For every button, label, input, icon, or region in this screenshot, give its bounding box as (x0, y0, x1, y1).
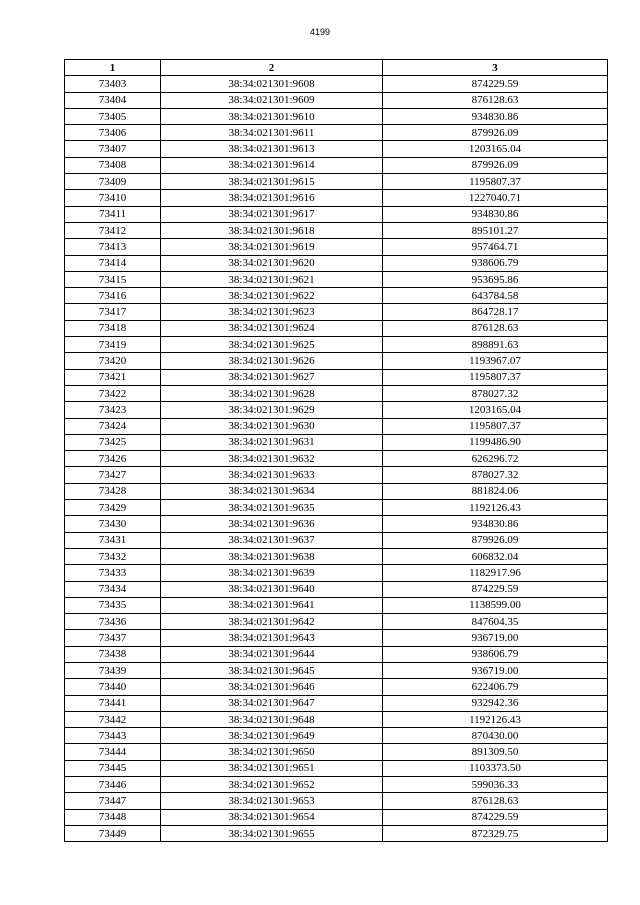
cell-value: 1192126.43 (383, 500, 608, 516)
cell-number: 73426 (65, 451, 161, 467)
table-row (65, 239, 608, 255)
cell-cadastral-number: 38:34:021301:9633 (161, 467, 383, 483)
cell-number: 73433 (65, 565, 161, 581)
cell-cadastral-number: 38:34:021301:9654 (161, 809, 383, 825)
cell-value: 606832.04 (383, 548, 608, 564)
cell-cadastral-number: 38:34:021301:9646 (161, 679, 383, 695)
cell-cadastral-number: 38:34:021301:9638 (161, 548, 383, 564)
cell-value: 936719.00 (383, 630, 608, 646)
cell-cadastral-number: 38:34:021301:9627 (161, 369, 383, 385)
cell-value: 878027.32 (383, 385, 608, 401)
table-row (65, 728, 608, 744)
table-row (65, 646, 608, 662)
cell-value: 876128.63 (383, 320, 608, 336)
cell-cadastral-number: 38:34:021301:9623 (161, 304, 383, 320)
cell-cadastral-number: 38:34:021301:9636 (161, 516, 383, 532)
table-row (65, 793, 608, 809)
cell-cadastral-number: 38:34:021301:9641 (161, 597, 383, 613)
cell-value: 879926.09 (383, 532, 608, 548)
cell-cadastral-number: 38:34:021301:9621 (161, 271, 383, 287)
cell-number: 73406 (65, 125, 161, 141)
cell-value: 878027.32 (383, 467, 608, 483)
page-number: 4199 (309, 27, 331, 37)
table-row (65, 614, 608, 630)
cell-value: 872329.75 (383, 825, 608, 841)
cell-number: 73424 (65, 418, 161, 434)
cell-number: 73439 (65, 662, 161, 678)
column-header-1: 1 (65, 60, 161, 76)
cell-cadastral-number: 38:34:021301:9630 (161, 418, 383, 434)
cell-cadastral-number: 38:34:021301:9613 (161, 141, 383, 157)
cell-cadastral-number: 38:34:021301:9647 (161, 695, 383, 711)
cell-cadastral-number: 38:34:021301:9631 (161, 434, 383, 450)
table-row (65, 500, 608, 516)
table-header-row (65, 60, 608, 76)
cell-value: 874229.59 (383, 76, 608, 92)
table-row (65, 809, 608, 825)
table-row (65, 337, 608, 353)
cell-cadastral-number: 38:34:021301:9639 (161, 565, 383, 581)
cell-number: 73444 (65, 744, 161, 760)
table-row (65, 777, 608, 793)
cell-cadastral-number: 38:34:021301:9653 (161, 793, 383, 809)
cell-number: 73407 (65, 141, 161, 157)
table-row (65, 695, 608, 711)
cell-cadastral-number: 38:34:021301:9616 (161, 190, 383, 206)
cell-cadastral-number: 38:34:021301:9609 (161, 92, 383, 108)
cell-cadastral-number: 38:34:021301:9632 (161, 451, 383, 467)
cell-value: 879926.09 (383, 157, 608, 173)
cell-number: 73427 (65, 467, 161, 483)
table-row (65, 141, 608, 157)
table-row (65, 825, 608, 841)
table-body (65, 76, 608, 842)
table-row (65, 222, 608, 238)
cell-value: 864728.17 (383, 304, 608, 320)
cell-value: 881824.06 (383, 483, 608, 499)
cell-number: 73422 (65, 385, 161, 401)
cell-value: 1192126.43 (383, 711, 608, 727)
cell-value: 895101.27 (383, 222, 608, 238)
table-row (65, 581, 608, 597)
cell-cadastral-number: 38:34:021301:9649 (161, 728, 383, 744)
cell-value: 1195807.37 (383, 369, 608, 385)
cell-value: 1203165.04 (383, 141, 608, 157)
table-row (65, 516, 608, 532)
table-row (65, 174, 608, 190)
cell-number: 73441 (65, 695, 161, 711)
cell-value: 1193967.07 (383, 353, 608, 369)
cell-number: 73436 (65, 614, 161, 630)
cell-cadastral-number: 38:34:021301:9610 (161, 108, 383, 124)
table-row (65, 548, 608, 564)
cell-value: 938606.79 (383, 646, 608, 662)
cell-cadastral-number: 38:34:021301:9642 (161, 614, 383, 630)
registry-table (64, 59, 608, 842)
cell-number: 73403 (65, 76, 161, 92)
cell-number: 73447 (65, 793, 161, 809)
table-row (65, 434, 608, 450)
table-row (65, 402, 608, 418)
cell-value: 1103373.50 (383, 760, 608, 776)
column-header-3: 3 (383, 60, 608, 76)
table-row (65, 630, 608, 646)
cell-value: 876128.63 (383, 793, 608, 809)
cell-value: 1203165.04 (383, 402, 608, 418)
cell-value: 934830.86 (383, 108, 608, 124)
table-row (65, 108, 608, 124)
cell-number: 73445 (65, 760, 161, 776)
cell-number: 73449 (65, 825, 161, 841)
cell-cadastral-number: 38:34:021301:9608 (161, 76, 383, 92)
cell-cadastral-number: 38:34:021301:9625 (161, 337, 383, 353)
table-row (65, 157, 608, 173)
cell-value: 643784.58 (383, 288, 608, 304)
table-row (65, 483, 608, 499)
cell-number: 73435 (65, 597, 161, 613)
table-row (65, 385, 608, 401)
cell-value: 936719.00 (383, 662, 608, 678)
table-row (65, 711, 608, 727)
cell-cadastral-number: 38:34:021301:9615 (161, 174, 383, 190)
cell-number: 73432 (65, 548, 161, 564)
table-row (65, 451, 608, 467)
cell-number: 73448 (65, 809, 161, 825)
cell-value: 934830.86 (383, 206, 608, 222)
table-row (65, 190, 608, 206)
cell-value: 1227040.71 (383, 190, 608, 206)
cell-number: 73437 (65, 630, 161, 646)
cell-cadastral-number: 38:34:021301:9634 (161, 483, 383, 499)
cell-number: 73434 (65, 581, 161, 597)
cell-cadastral-number: 38:34:021301:9622 (161, 288, 383, 304)
cell-value: 1138599.00 (383, 597, 608, 613)
cell-cadastral-number: 38:34:021301:9617 (161, 206, 383, 222)
cell-value: 626296.72 (383, 451, 608, 467)
cell-cadastral-number: 38:34:021301:9620 (161, 255, 383, 271)
cell-value: 847604.35 (383, 614, 608, 630)
cell-value: 898891.63 (383, 337, 608, 353)
cell-cadastral-number: 38:34:021301:9628 (161, 385, 383, 401)
cell-number: 73420 (65, 353, 161, 369)
table-row (65, 288, 608, 304)
cell-number: 73443 (65, 728, 161, 744)
cell-value: 879926.09 (383, 125, 608, 141)
table-row (65, 304, 608, 320)
cell-value: 1199486.90 (383, 434, 608, 450)
cell-cadastral-number: 38:34:021301:9629 (161, 402, 383, 418)
table-row (65, 369, 608, 385)
cell-value: 938606.79 (383, 255, 608, 271)
cell-number: 73431 (65, 532, 161, 548)
cell-number: 73415 (65, 271, 161, 287)
cell-number: 73417 (65, 304, 161, 320)
table-row (65, 744, 608, 760)
cell-value: 870430.00 (383, 728, 608, 744)
cell-number: 73408 (65, 157, 161, 173)
cell-cadastral-number: 38:34:021301:9637 (161, 532, 383, 548)
cell-number: 73409 (65, 174, 161, 190)
cell-value: 599036.33 (383, 777, 608, 793)
cell-value: 1182917.96 (383, 565, 608, 581)
cell-cadastral-number: 38:34:021301:9618 (161, 222, 383, 238)
cell-number: 73430 (65, 516, 161, 532)
table-row (65, 76, 608, 92)
table-row (65, 125, 608, 141)
cell-cadastral-number: 38:34:021301:9643 (161, 630, 383, 646)
table-row (65, 320, 608, 336)
cell-number: 73419 (65, 337, 161, 353)
cell-value: 891309.50 (383, 744, 608, 760)
cell-cadastral-number: 38:34:021301:9651 (161, 760, 383, 776)
cell-number: 73414 (65, 255, 161, 271)
cell-number: 73440 (65, 679, 161, 695)
table-row (65, 760, 608, 776)
cell-number: 73404 (65, 92, 161, 108)
cell-cadastral-number: 38:34:021301:9640 (161, 581, 383, 597)
table-row (65, 467, 608, 483)
cell-cadastral-number: 38:34:021301:9645 (161, 662, 383, 678)
cell-number: 73418 (65, 320, 161, 336)
cell-cadastral-number: 38:34:021301:9619 (161, 239, 383, 255)
table-row (65, 92, 608, 108)
cell-value: 934830.86 (383, 516, 608, 532)
cell-value: 622406.79 (383, 679, 608, 695)
cell-cadastral-number: 38:34:021301:9624 (161, 320, 383, 336)
cell-number: 73416 (65, 288, 161, 304)
cell-number: 73429 (65, 500, 161, 516)
table-row (65, 662, 608, 678)
cell-number: 73411 (65, 206, 161, 222)
cell-value: 953695.86 (383, 271, 608, 287)
cell-number: 73421 (65, 369, 161, 385)
cell-number: 73412 (65, 222, 161, 238)
cell-cadastral-number: 38:34:021301:9611 (161, 125, 383, 141)
cell-number: 73438 (65, 646, 161, 662)
cell-cadastral-number: 38:34:021301:9655 (161, 825, 383, 841)
cell-cadastral-number: 38:34:021301:9652 (161, 777, 383, 793)
table-row (65, 255, 608, 271)
cell-number: 73428 (65, 483, 161, 499)
column-header-2: 2 (161, 60, 383, 76)
cell-cadastral-number: 38:34:021301:9648 (161, 711, 383, 727)
cell-value: 1195807.37 (383, 174, 608, 190)
cell-number: 73410 (65, 190, 161, 206)
cell-cadastral-number: 38:34:021301:9644 (161, 646, 383, 662)
cell-number: 73405 (65, 108, 161, 124)
table-row (65, 597, 608, 613)
cell-cadastral-number: 38:34:021301:9626 (161, 353, 383, 369)
cell-value: 874229.59 (383, 809, 608, 825)
table-row (65, 418, 608, 434)
cell-cadastral-number: 38:34:021301:9614 (161, 157, 383, 173)
cell-number: 73423 (65, 402, 161, 418)
table-row (65, 271, 608, 287)
cell-value: 876128.63 (383, 92, 608, 108)
cell-cadastral-number: 38:34:021301:9650 (161, 744, 383, 760)
table-row (65, 206, 608, 222)
cell-number: 73442 (65, 711, 161, 727)
cell-value: 1195807.37 (383, 418, 608, 434)
cell-number: 73446 (65, 777, 161, 793)
cell-value: 957464.71 (383, 239, 608, 255)
table-row (65, 679, 608, 695)
cell-value: 874229.59 (383, 581, 608, 597)
table-row (65, 353, 608, 369)
cell-value: 932942.36 (383, 695, 608, 711)
cell-cadastral-number: 38:34:021301:9635 (161, 500, 383, 516)
cell-number: 73413 (65, 239, 161, 255)
cell-number: 73425 (65, 434, 161, 450)
table-row (65, 565, 608, 581)
table-row (65, 532, 608, 548)
